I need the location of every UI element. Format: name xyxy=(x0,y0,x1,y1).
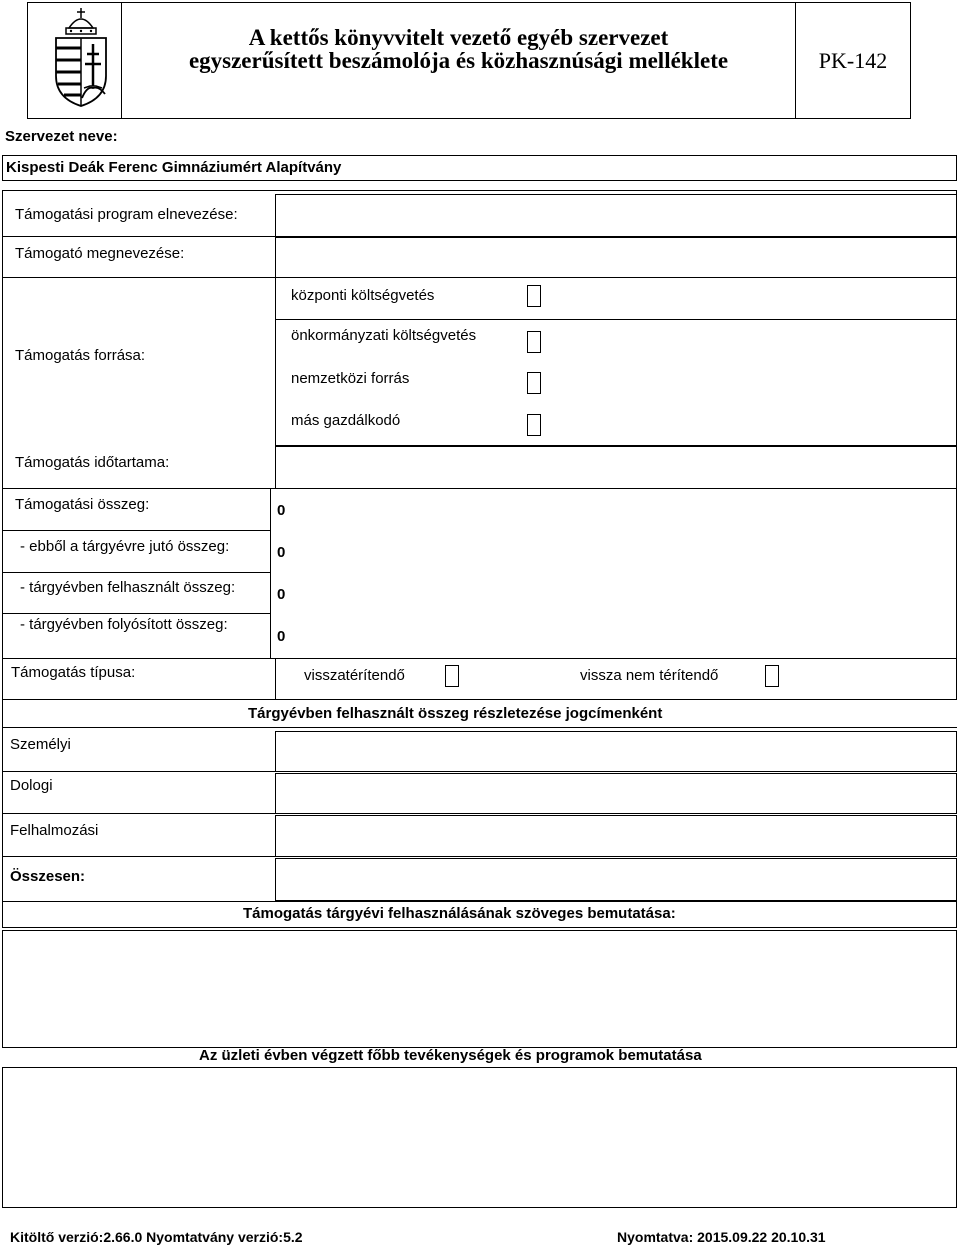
breakdown-label-accumulation: Felhalmozási xyxy=(10,822,99,839)
breakdown-label-material: Dologi xyxy=(10,777,53,794)
duration-label: Támogatás időtartama: xyxy=(15,454,170,471)
supporter-label: Támogató megnevezése: xyxy=(15,245,185,262)
breakdown-field-accumulation[interactable] xyxy=(275,815,957,857)
hungarian-coat-of-arms-icon xyxy=(52,6,110,110)
activities-heading: Az üzleti évben végzett főbb tevékenységek és programok bemutatása xyxy=(199,1047,702,1064)
program-name-label: Támogatási program elnevezése: xyxy=(15,206,238,223)
usage-description-textarea[interactable] xyxy=(2,930,957,1048)
type-non-refundable-label: vissza nem térítendő xyxy=(580,667,719,684)
used-amount-value[interactable]: 0 xyxy=(277,586,286,603)
support-type-label: Támogatás típusa: xyxy=(11,664,136,681)
organization-name-value: Kispesti Deák Ferenc Gimnáziumért Alapítvány xyxy=(6,159,342,176)
paid-amount-value[interactable]: 0 xyxy=(277,628,286,645)
breakdown-total-label: Összesen: xyxy=(10,868,86,885)
organization-label: Szervezet neve: xyxy=(5,128,118,145)
used-amount-label: - tárgyévben felhasznált összeg: xyxy=(20,579,236,596)
breakdown-heading: Tárgyévben felhasznált összeg részletezése jogcímenként xyxy=(248,705,663,722)
breakdown-field-personal[interactable] xyxy=(275,731,957,772)
type-refundable-checkbox[interactable] xyxy=(445,665,459,687)
current-year-value[interactable]: 0 xyxy=(277,544,286,561)
type-refundable-label: visszatérítendő xyxy=(304,667,405,684)
organization-name-field[interactable] xyxy=(2,155,957,181)
program-name-field[interactable] xyxy=(275,194,957,237)
paid-amount-label: - tárgyévben folyósított összeg: xyxy=(20,616,228,633)
source-option-label-municipal: önkormányzati költségvetés xyxy=(291,327,477,344)
source-checkbox-international[interactable] xyxy=(527,372,541,394)
source-checkbox-other[interactable] xyxy=(527,414,541,436)
breakdown-field-material[interactable] xyxy=(275,773,957,814)
source-checkbox-central[interactable] xyxy=(527,285,541,307)
form-title-line2: egyszerűsített beszámolója és közhasznúsági melléklete xyxy=(188,48,729,73)
activities-textarea[interactable] xyxy=(2,1067,957,1208)
source-option-label-international: nemzetközi forrás xyxy=(291,370,410,387)
breakdown-label-personal: Személyi xyxy=(10,736,71,753)
amount-value[interactable]: 0 xyxy=(277,502,286,519)
usage-description-heading: Támogatás tárgyévi felhasználásának szöveges bemutatása: xyxy=(243,905,676,922)
duration-field[interactable] xyxy=(275,446,957,489)
source-label: Támogatás forrása: xyxy=(15,347,146,364)
type-non-refundable-checkbox[interactable] xyxy=(765,665,779,687)
footer-versions: Kitöltő verzió:2.66.0 Nyomtatvány verzió:5.2 xyxy=(10,1229,303,1245)
supporter-field[interactable] xyxy=(275,237,957,278)
footer-printed-date: Nyomtatva: 2015.09.22 20.10.31 xyxy=(617,1229,826,1245)
current-year-label: - ebből a tárgyévre jutó összeg: xyxy=(20,538,230,555)
form-title-line1: A kettős könyvvitelt vezető egyéb szervezet xyxy=(248,25,669,50)
breakdown-total-field[interactable] xyxy=(275,858,957,901)
source-option-label-central: központi költségvetés xyxy=(291,287,435,304)
form-code: PK-142 xyxy=(818,48,888,73)
source-option-label-other: más gazdálkodó xyxy=(291,412,401,429)
source-checkbox-municipal[interactable] xyxy=(527,331,541,353)
amount-label: Támogatási összeg: xyxy=(15,496,150,513)
